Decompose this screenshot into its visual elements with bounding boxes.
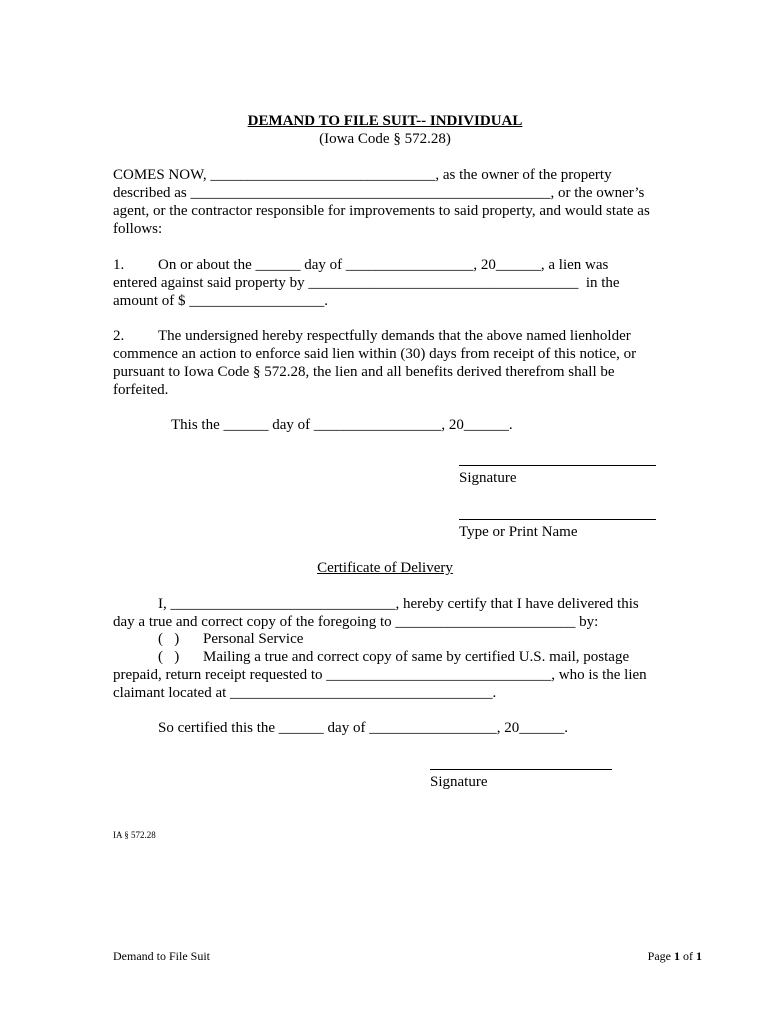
para2-number: 2. (113, 328, 125, 344)
code-reference: IA § 572.28 (113, 830, 156, 840)
option-mail-box: ( ) (158, 649, 180, 665)
footer-page-number (610, 949, 702, 963)
para2-line-1: The undersigned hereby respectfully demands that the above named lienholder (158, 328, 631, 344)
para2-line-4: forfeited. (113, 382, 169, 398)
option-personal-service-box: ( ) (158, 631, 180, 647)
print-name-line (459, 519, 656, 520)
option-mail-label: Mailing a true and correct copy of same by certified U.S. mail, postage (203, 649, 630, 665)
so-certified-line: So certified this the ______ day of _________________, 20______. (158, 720, 568, 736)
certificate-heading: Certificate of Delivery (317, 560, 453, 576)
dated-line: This the ______ day of _________________, 20______. (171, 417, 513, 433)
signature-label: Signature (459, 470, 517, 486)
signature-line (459, 465, 656, 466)
page-of: of (680, 949, 696, 963)
document-title: DEMAND TO FILE SUIT-- INDIVIDUAL (247, 113, 523, 129)
certificate-line-1: I, ______________________________, hereby certify that I have delivered this (158, 596, 639, 612)
para1-line-2: entered against said property by ____________________________________ in the (113, 275, 620, 291)
intro-line-2: described as ________________________________________________, or the owner’s (113, 185, 645, 201)
page-current: 1 (674, 949, 680, 963)
page-prefix: Page (647, 949, 674, 963)
intro-line-3: agent, or the contractor responsible for improvements to said property, and would state as (113, 203, 650, 219)
para2-line-3: pursuant to Iowa Code § 572.28, the lien and all benefits derived therefrom shall be (113, 364, 615, 380)
certificate-line-4: claimant located at ___________________________________. (113, 685, 497, 701)
para1-number: 1. (113, 257, 125, 273)
para1-line-3: amount of $ __________________. (113, 293, 328, 309)
option-personal-service-label: Personal Service (203, 631, 304, 647)
footer-title: Demand to File Suit (113, 949, 210, 963)
para1-line-1: On or about the ______ day of _________________, 20______, a lien was (158, 257, 609, 273)
intro-line-1: COMES NOW, ______________________________, as the owner of the property (113, 167, 612, 183)
certificate-line-2: day a true and correct copy of the foregoing to ________________________ by: (113, 614, 599, 630)
print-name-label: Type or Print Name (459, 524, 578, 540)
para2-line-2: commence an action to enforce said lien within (30) days from receipt of this notice, or (113, 346, 637, 362)
certificate-signature-line (430, 769, 612, 770)
document-subtitle: (Iowa Code § 572.28) (319, 131, 451, 147)
certificate-line-3: prepaid, return receipt requested to ______________________________, who is the lien (113, 667, 647, 683)
intro-line-4: follows: (113, 221, 163, 237)
certificate-signature-label: Signature (430, 774, 488, 790)
page-total: 1 (696, 949, 702, 963)
